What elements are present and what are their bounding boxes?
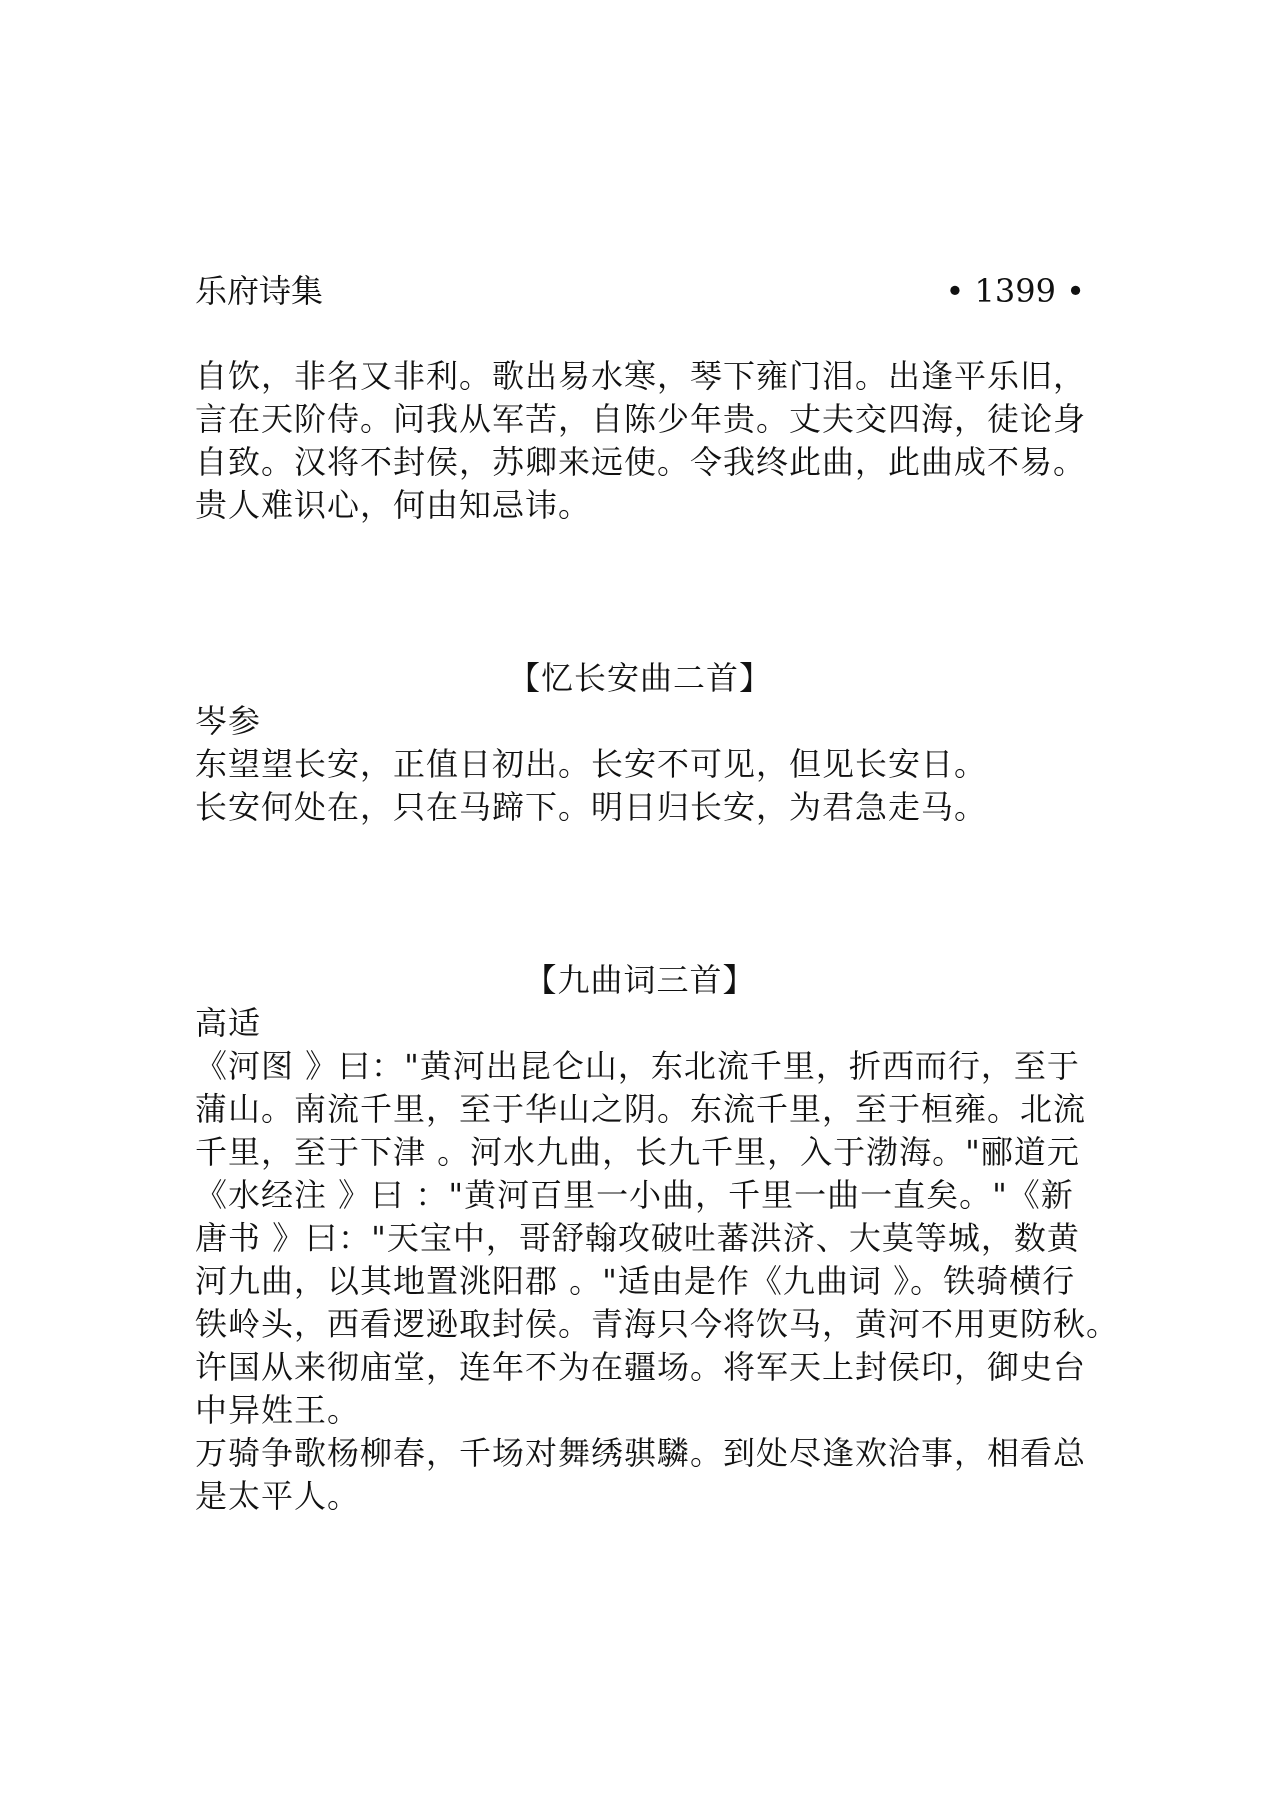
page-number: • 1399 • — [945, 272, 1085, 310]
text-line: 贵人难识心，何由知忌讳。 — [195, 486, 592, 524]
text-line: 言在天阶侍。问我从军苦，自陈少年贵。丈夫交四海，徒论身 — [195, 400, 1087, 438]
text-line: 东望望长安，正值日初出。长安不可见，但见长安日。 — [195, 745, 988, 783]
poem-author: 岑参 — [195, 702, 262, 740]
text-line: 铁岭头，西看逻逊取封侯。青海只今将饮马，黄河不用更防秋。 — [195, 1305, 1120, 1343]
text-line: 自致。汉将不封侯，苏卿来远使。令我终此曲，此曲成不易。 — [195, 443, 1087, 481]
text-line: 河九曲，以其地置洮阳郡 。"适由是作《九曲词 》。铁骑横行 — [195, 1262, 1076, 1300]
text-line: 蒲山。南流千里，至于华山之阴。东流千里，至于桓雍。北流 — [195, 1090, 1087, 1128]
text-line: 长安何处在，只在马蹄下。明日归长安，为君急走马。 — [195, 788, 988, 826]
page-header — [195, 268, 1085, 314]
poem-title: 【忆长安曲二首】 — [507, 659, 772, 697]
text-line: 万骑争歌杨柳春，千场对舞绣骐驎。到处尽逢欢洽事，相看总 — [195, 1434, 1087, 1472]
text-line: 自饮，非名又非利。歌出易水寒，琴下雍门泪。出逢平乐旧， — [195, 357, 1087, 395]
book-title: 乐府诗集 — [195, 272, 324, 310]
text-line: 中异姓王。 — [195, 1391, 361, 1429]
text-line: 《水经注 》曰 ："黄河百里一小曲，千里一曲一直矣。"《新 — [195, 1176, 1074, 1214]
poem-title: 【九曲词三首】 — [524, 961, 756, 999]
poem-body — [195, 1045, 1120, 1518]
text-line: 许国从来彻庙堂，连年不为在疆场。将军天上封侯印，御史台 — [195, 1348, 1087, 1386]
text-line: 是太平人。 — [195, 1477, 361, 1515]
poem-author: 高适 — [195, 1004, 262, 1042]
text-line: 《河图 》曰："黄河出昆仑山，东北流千里，折西而行，至于 — [195, 1047, 1080, 1085]
text-line: 千里，至于下津 。河水九曲，长九千里，入于渤海。"郦道元 — [195, 1133, 1080, 1171]
continued-poem-text — [195, 355, 1095, 527]
text-line: 唐书 》曰："天宝中，哥舒翰攻破吐蕃洪济、大莫等城，数黄 — [195, 1219, 1080, 1257]
poem-body — [195, 743, 1095, 829]
